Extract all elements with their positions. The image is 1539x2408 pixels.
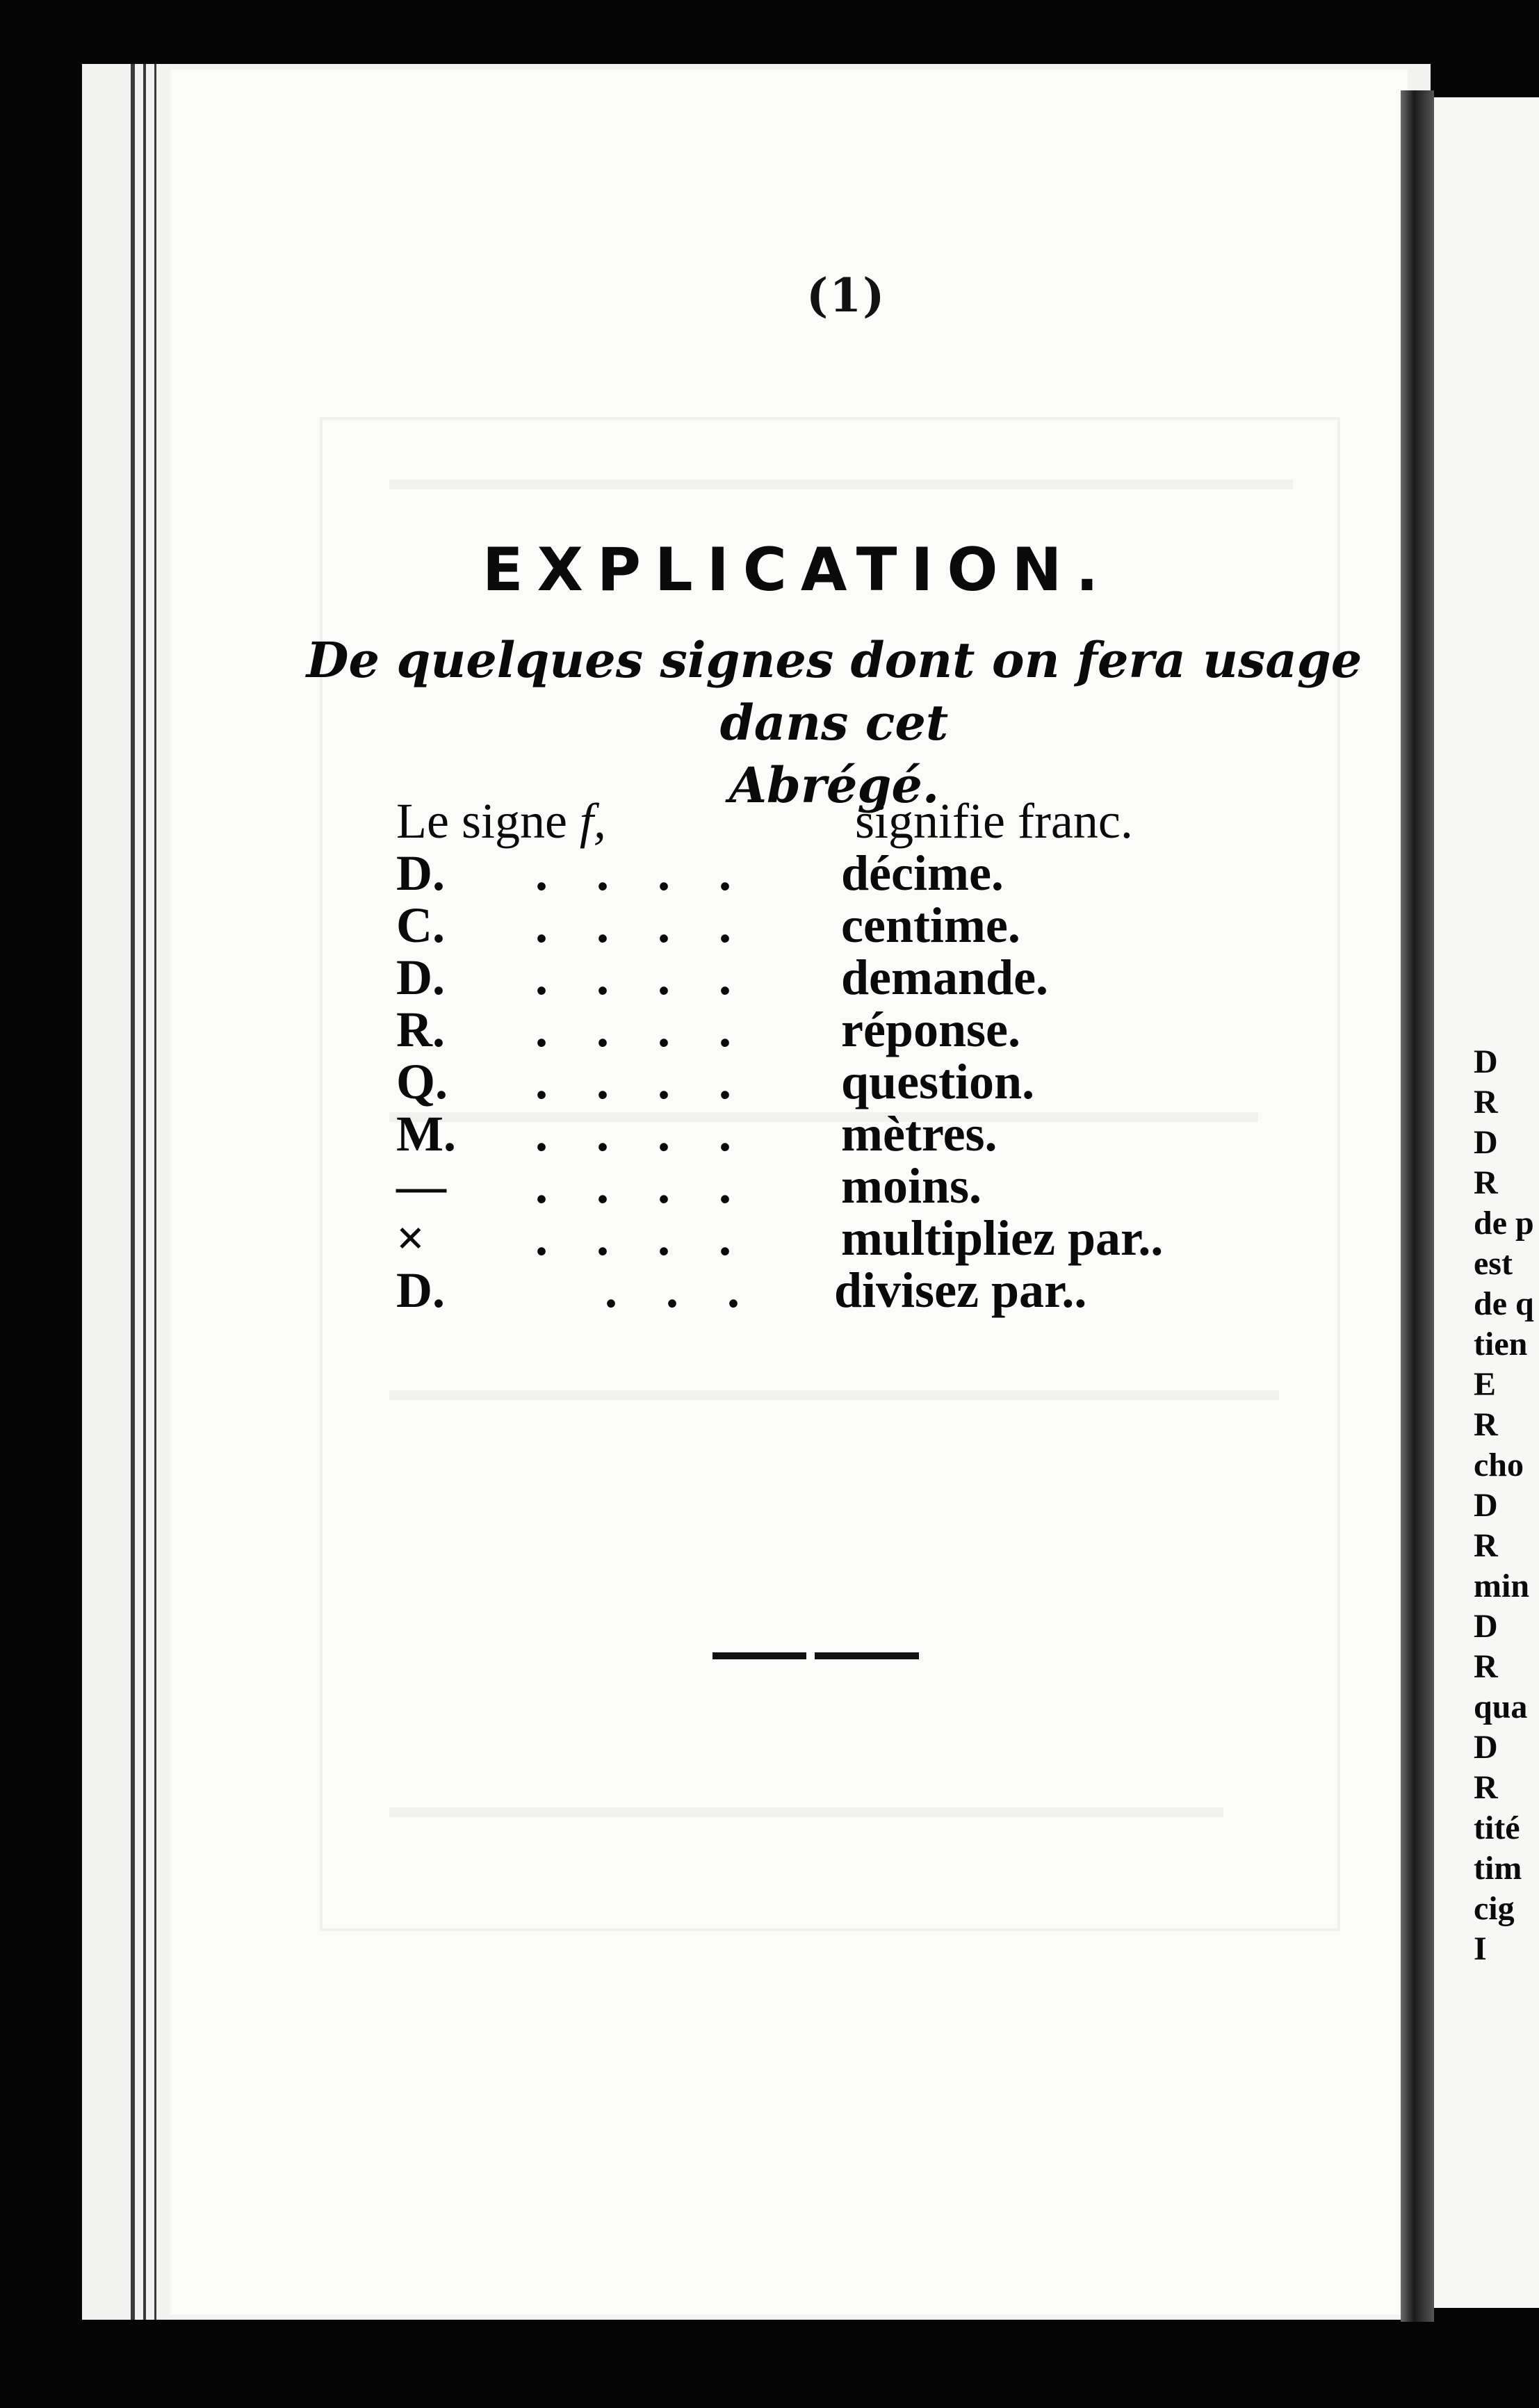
facing-page-fragment: D xyxy=(1474,1729,1498,1766)
facing-page-fragment: R xyxy=(1474,1648,1498,1685)
facing-page-fragment: E xyxy=(1474,1366,1497,1403)
leader-dots: .... xyxy=(535,1210,780,1266)
facing-page-fragment: de q xyxy=(1474,1285,1534,1322)
facing-page-fragment: R xyxy=(1474,1527,1498,1564)
page-edge xyxy=(154,64,156,2320)
sign-meaning: mètres. xyxy=(841,1106,997,1162)
show-through-line xyxy=(389,480,1293,489)
leader-dots: .... xyxy=(535,1054,780,1109)
leader-dots: .... xyxy=(535,1158,780,1214)
facing-page-fragment: qua xyxy=(1474,1689,1528,1725)
sign-symbol: D. xyxy=(396,845,445,901)
facing-page-fragment: tim xyxy=(1474,1850,1522,1887)
sign-row xyxy=(396,1105,1230,1162)
sign-meaning: décime. xyxy=(841,845,1004,901)
facing-page-fragment: min xyxy=(1474,1568,1530,1604)
facing-page-fragment: I xyxy=(1474,1930,1487,1967)
book-gutter xyxy=(1401,90,1434,2322)
sign-symbol: M. xyxy=(396,1106,456,1162)
page-subtitle xyxy=(299,629,1369,817)
leader-dots: ... xyxy=(605,1262,788,1318)
minus-sign: — xyxy=(396,1158,446,1214)
section-rule xyxy=(712,1652,806,1659)
facing-page-fragment: de p xyxy=(1474,1205,1534,1242)
sign-row xyxy=(396,1262,1230,1318)
facing-page-fragment: R xyxy=(1474,1084,1498,1121)
sign-row xyxy=(396,1001,1230,1057)
facing-page-fragment: cho xyxy=(1474,1447,1524,1483)
facing-page-text xyxy=(1474,1043,1534,1970)
sign-meaning: multipliez par.. xyxy=(841,1210,1164,1266)
sign-row xyxy=(396,1053,1230,1109)
facing-page-fragment: D xyxy=(1474,1487,1498,1524)
facing-page-fragment: R xyxy=(1474,1406,1498,1443)
sign-symbol: D. xyxy=(396,1262,445,1318)
leader-dots: .... xyxy=(535,1002,780,1057)
facing-page-fragment: R xyxy=(1474,1769,1498,1806)
show-through-line xyxy=(389,1807,1223,1817)
sign-symbol: f, xyxy=(579,793,606,849)
sign-symbol: C. xyxy=(396,897,445,953)
sign-row xyxy=(396,1210,1230,1266)
sign-meaning: centime. xyxy=(841,897,1020,953)
sign-row xyxy=(396,845,1230,901)
page-heading: EXPLICATION. xyxy=(482,535,1113,605)
show-through-line xyxy=(389,1390,1279,1400)
facing-page-fragment: tité xyxy=(1474,1809,1520,1846)
facing-page-fragment: D xyxy=(1474,1124,1498,1161)
sign-meaning: demande. xyxy=(841,950,1049,1005)
facing-page-fragment: cig xyxy=(1474,1890,1515,1927)
sign-row xyxy=(396,1157,1230,1214)
subtitle-line: Abrégé. xyxy=(728,756,940,814)
sign-row xyxy=(396,949,1230,1005)
facing-page-fragment: est xyxy=(1474,1245,1513,1282)
section-rule xyxy=(815,1652,919,1659)
leader-dots: .... xyxy=(535,1106,780,1162)
facing-page-fragment: tien xyxy=(1474,1326,1528,1362)
leader-dots: .... xyxy=(535,950,780,1005)
sign-symbol: Q. xyxy=(396,1054,448,1109)
sign-meaning: divisez par.. xyxy=(834,1262,1087,1318)
sign-meaning: signifie franc. xyxy=(855,793,1133,849)
leader-dots: .... xyxy=(535,845,780,901)
sign-symbol: D. xyxy=(396,950,445,1005)
sign-row xyxy=(396,897,1230,953)
sign-meaning: moins. xyxy=(841,1158,982,1214)
signs-list xyxy=(396,792,1230,1318)
page-edge xyxy=(143,64,146,2320)
sign-row xyxy=(396,792,1230,849)
sign-meaning: réponse. xyxy=(841,1002,1020,1057)
subtitle-line: De quelques signes dont on fera usage dans cet xyxy=(306,631,1362,751)
multiply-sign: × xyxy=(396,1210,425,1266)
sign-symbol: R. xyxy=(396,1002,445,1057)
sign-intro: Le signe f, xyxy=(396,793,606,849)
facing-page-fragment: D xyxy=(1474,1608,1498,1645)
facing-page-fragment: D xyxy=(1474,1043,1498,1080)
sign-meaning: question. xyxy=(841,1054,1035,1109)
leader-dots: .... xyxy=(535,897,780,953)
page-number: (1) xyxy=(806,268,886,323)
facing-page-fragment: R xyxy=(1474,1164,1498,1201)
page-edge xyxy=(131,64,135,2320)
